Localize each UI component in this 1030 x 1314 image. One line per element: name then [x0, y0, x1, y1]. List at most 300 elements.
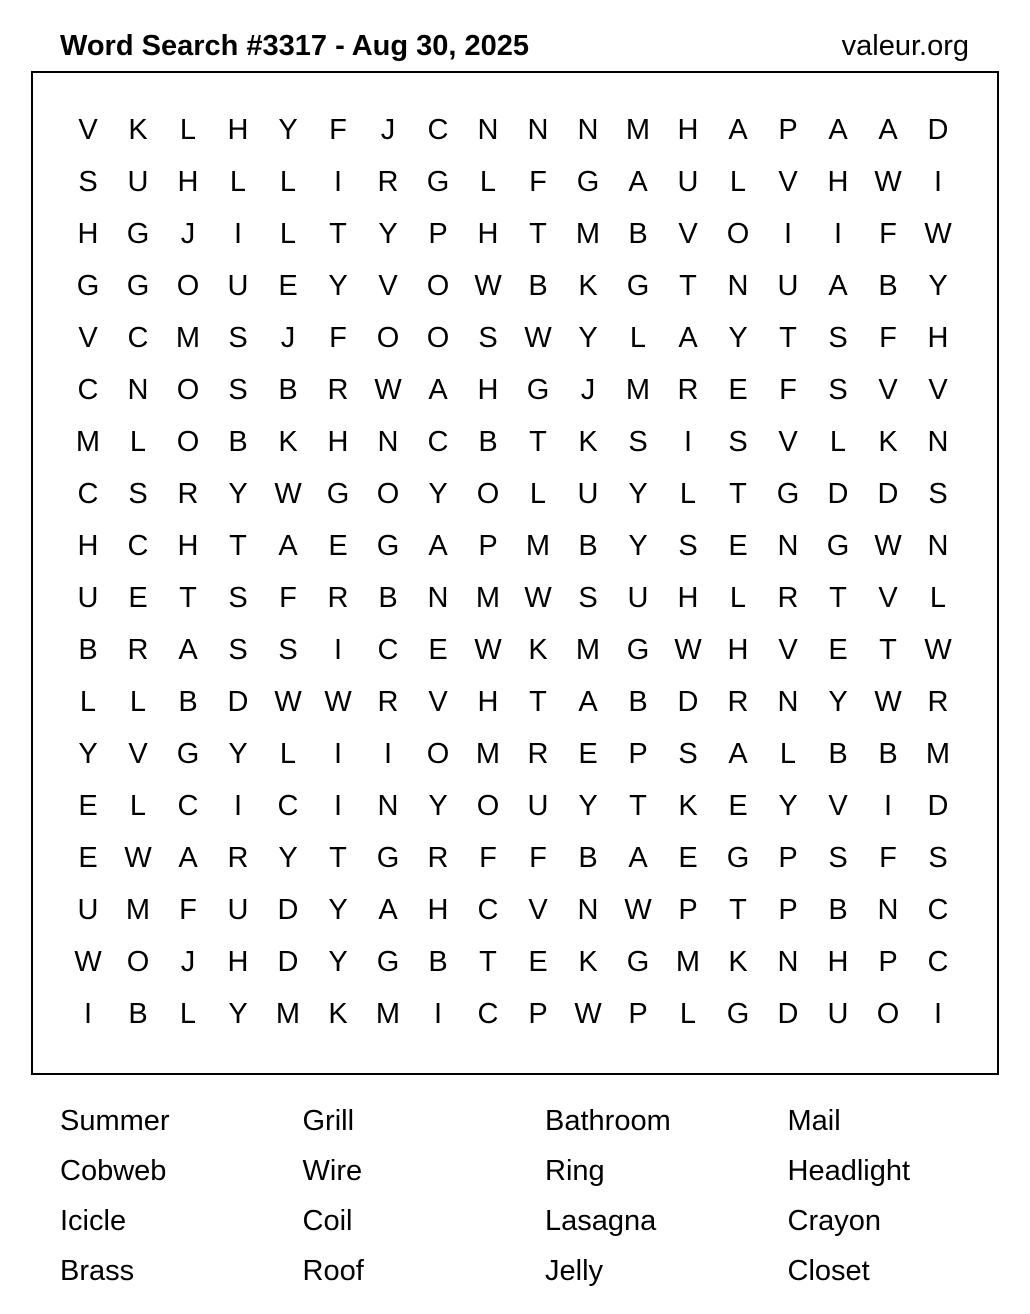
letter-cell[interactable]: P — [678, 893, 698, 926]
letter-cell[interactable]: H — [477, 685, 499, 718]
letter-cell[interactable]: L — [129, 425, 147, 458]
letter-cell[interactable]: A — [178, 633, 198, 666]
letter-cell[interactable]: W — [874, 685, 902, 718]
letter-cell[interactable]: Y — [328, 269, 348, 302]
letter-cell[interactable]: C — [927, 945, 949, 978]
letter-cell[interactable]: A — [628, 841, 648, 874]
letter-cell[interactable]: L — [929, 581, 947, 614]
letter-cell[interactable]: O — [876, 997, 900, 1030]
letter-cell[interactable]: M — [375, 997, 401, 1030]
letter-cell[interactable]: O — [476, 477, 500, 510]
letter-cell[interactable]: R — [677, 373, 699, 406]
letter-cell[interactable]: M — [625, 113, 651, 146]
letter-cell[interactable]: Y — [578, 321, 598, 354]
letter-cell[interactable]: Y — [78, 737, 98, 770]
letter-cell[interactable]: E — [278, 269, 298, 302]
letter-cell[interactable]: E — [328, 529, 348, 562]
letter-cell[interactable]: B — [78, 633, 98, 666]
letter-cell[interactable]: F — [329, 113, 347, 146]
letter-cell[interactable]: I — [883, 789, 893, 822]
letter-cell[interactable]: I — [683, 425, 693, 458]
letter-cell[interactable]: V — [878, 373, 898, 406]
letter-cell[interactable]: D — [277, 945, 299, 978]
letter-cell[interactable]: O — [176, 373, 200, 406]
letter-cell[interactable]: N — [127, 373, 149, 406]
letter-cell[interactable]: D — [877, 477, 899, 510]
letter-cell[interactable]: B — [578, 529, 598, 562]
letter-cell[interactable]: T — [829, 581, 847, 614]
letter-cell[interactable]: O — [426, 269, 450, 302]
letter-cell[interactable]: B — [828, 893, 848, 926]
letter-cell[interactable]: N — [377, 425, 399, 458]
letter-cell[interactable]: Y — [828, 685, 848, 718]
letter-cell[interactable]: S — [478, 321, 498, 354]
letter-cell[interactable]: D — [827, 477, 849, 510]
letter-cell[interactable]: E — [728, 789, 748, 822]
letter-cell[interactable]: E — [828, 633, 848, 666]
letter-cell[interactable]: V — [78, 113, 98, 146]
letter-cell[interactable]: L — [179, 997, 197, 1030]
letter-cell[interactable]: H — [77, 529, 99, 562]
letter-cell[interactable]: C — [927, 893, 949, 926]
letter-cell[interactable]: W — [874, 529, 902, 562]
letter-cell[interactable]: Y — [378, 217, 398, 250]
letter-cell[interactable]: H — [177, 529, 199, 562]
letter-cell[interactable]: V — [928, 373, 948, 406]
letter-cell[interactable]: Y — [228, 737, 248, 770]
letter-cell[interactable]: G — [626, 633, 650, 666]
letter-cell[interactable]: P — [528, 997, 548, 1030]
letter-cell[interactable]: T — [329, 217, 347, 250]
letter-cell[interactable]: S — [628, 425, 648, 458]
letter-cell[interactable]: M — [75, 425, 101, 458]
letter-cell[interactable]: C — [427, 425, 449, 458]
letter-cell[interactable]: H — [227, 113, 249, 146]
letter-cell[interactable]: K — [578, 945, 598, 978]
letter-cell[interactable]: F — [779, 373, 797, 406]
letter-cell[interactable]: S — [128, 477, 148, 510]
letter-cell[interactable]: D — [277, 893, 299, 926]
letter-cell[interactable]: J — [380, 113, 396, 146]
letter-cell[interactable]: K — [528, 633, 548, 666]
letter-cell[interactable]: Y — [628, 477, 648, 510]
letter-cell[interactable]: N — [777, 685, 799, 718]
letter-cell[interactable]: A — [428, 373, 448, 406]
letter-cell[interactable]: I — [833, 217, 843, 250]
letter-cell[interactable]: U — [827, 997, 849, 1030]
letter-cell[interactable]: I — [83, 997, 93, 1030]
letter-cell[interactable]: G — [176, 737, 200, 770]
letter-cell[interactable]: W — [274, 477, 302, 510]
letter-cell[interactable]: G — [826, 529, 850, 562]
letter-cell[interactable]: I — [333, 789, 343, 822]
letter-cell[interactable]: B — [628, 217, 648, 250]
letter-cell[interactable]: B — [628, 685, 648, 718]
letter-cell[interactable]: W — [74, 945, 102, 978]
letter-cell[interactable]: V — [778, 633, 798, 666]
letter-cell[interactable]: L — [229, 165, 247, 198]
letter-cell[interactable]: W — [574, 997, 602, 1030]
letter-cell[interactable]: J — [180, 945, 196, 978]
letter-cell[interactable]: N — [427, 581, 449, 614]
letter-cell[interactable]: U — [777, 269, 799, 302]
letter-cell[interactable]: L — [779, 737, 797, 770]
letter-cell[interactable]: R — [377, 165, 399, 198]
letter-cell[interactable]: E — [78, 841, 98, 874]
letter-cell[interactable]: D — [927, 789, 949, 822]
letter-cell[interactable]: H — [177, 165, 199, 198]
letter-cell[interactable]: H — [927, 321, 949, 354]
letter-cell[interactable]: U — [77, 581, 99, 614]
letter-cell[interactable]: V — [778, 425, 798, 458]
letter-cell[interactable]: P — [878, 945, 898, 978]
letter-cell[interactable]: G — [726, 841, 750, 874]
letter-cell[interactable]: S — [228, 373, 248, 406]
letter-cell[interactable]: P — [778, 113, 798, 146]
letter-cell[interactable]: T — [179, 581, 197, 614]
letter-cell[interactable]: T — [729, 893, 747, 926]
letter-cell[interactable]: C — [177, 789, 199, 822]
letter-cell[interactable]: K — [578, 269, 598, 302]
letter-cell[interactable]: H — [827, 165, 849, 198]
letter-cell[interactable]: H — [327, 425, 349, 458]
letter-cell[interactable]: A — [628, 165, 648, 198]
letter-cell[interactable]: B — [878, 737, 898, 770]
letter-cell[interactable]: L — [279, 165, 297, 198]
letter-cell[interactable]: I — [383, 737, 393, 770]
letter-cell[interactable]: U — [77, 893, 99, 926]
letter-cell[interactable]: I — [333, 633, 343, 666]
letter-cell[interactable]: W — [624, 893, 652, 926]
letter-cell[interactable]: M — [575, 633, 601, 666]
letter-cell[interactable]: P — [428, 217, 448, 250]
letter-cell[interactable]: G — [726, 997, 750, 1030]
letter-cell[interactable]: S — [828, 373, 848, 406]
letter-cell[interactable]: R — [527, 737, 549, 770]
letter-cell[interactable]: R — [927, 685, 949, 718]
letter-cell[interactable]: H — [677, 113, 699, 146]
letter-cell[interactable]: E — [728, 373, 748, 406]
letter-cell[interactable]: Y — [328, 945, 348, 978]
letter-cell[interactable]: W — [924, 633, 952, 666]
letter-cell[interactable]: E — [428, 633, 448, 666]
letter-cell[interactable]: F — [879, 841, 897, 874]
letter-cell[interactable]: I — [233, 217, 243, 250]
letter-cell[interactable]: G — [326, 477, 350, 510]
letter-cell[interactable]: S — [828, 841, 848, 874]
letter-cell[interactable]: I — [333, 737, 343, 770]
letter-cell[interactable]: N — [927, 529, 949, 562]
letter-cell[interactable]: U — [227, 269, 249, 302]
letter-cell[interactable]: G — [576, 165, 600, 198]
letter-cell[interactable]: H — [477, 373, 499, 406]
letter-cell[interactable]: W — [374, 373, 402, 406]
letter-cell[interactable]: E — [528, 945, 548, 978]
letter-cell[interactable]: H — [827, 945, 849, 978]
letter-cell[interactable]: T — [479, 945, 497, 978]
letter-cell[interactable]: N — [377, 789, 399, 822]
letter-cell[interactable]: W — [674, 633, 702, 666]
letter-cell[interactable]: F — [479, 841, 497, 874]
letter-cell[interactable]: C — [127, 529, 149, 562]
letter-cell[interactable]: E — [78, 789, 98, 822]
letter-cell[interactable]: Y — [278, 113, 298, 146]
letter-cell[interactable]: A — [178, 841, 198, 874]
letter-cell[interactable]: C — [277, 789, 299, 822]
letter-cell[interactable]: L — [829, 425, 847, 458]
letter-cell[interactable]: F — [329, 321, 347, 354]
letter-cell[interactable]: W — [274, 685, 302, 718]
letter-cell[interactable]: B — [478, 425, 498, 458]
letter-cell[interactable]: C — [77, 373, 99, 406]
letter-cell[interactable]: A — [728, 113, 748, 146]
letter-cell[interactable]: C — [377, 633, 399, 666]
letter-cell[interactable]: O — [176, 269, 200, 302]
letter-cell[interactable]: S — [578, 581, 598, 614]
letter-cell[interactable]: U — [677, 165, 699, 198]
letter-cell[interactable]: A — [728, 737, 748, 770]
letter-cell[interactable]: N — [577, 893, 599, 926]
letter-cell[interactable]: G — [376, 945, 400, 978]
letter-cell[interactable]: G — [626, 269, 650, 302]
letter-cell[interactable]: T — [779, 321, 797, 354]
letter-cell[interactable]: P — [778, 893, 798, 926]
letter-cell[interactable]: Y — [228, 477, 248, 510]
letter-cell[interactable]: O — [376, 321, 400, 354]
letter-cell[interactable]: O — [726, 217, 750, 250]
letter-cell[interactable]: H — [227, 945, 249, 978]
letter-cell[interactable]: O — [376, 477, 400, 510]
letter-cell[interactable]: G — [76, 269, 100, 302]
letter-cell[interactable]: G — [126, 269, 150, 302]
letter-cell[interactable]: F — [529, 841, 547, 874]
letter-cell[interactable]: R — [127, 633, 149, 666]
letter-cell[interactable]: B — [278, 373, 298, 406]
letter-cell[interactable]: S — [228, 633, 248, 666]
letter-cell[interactable]: S — [228, 321, 248, 354]
letter-cell[interactable]: L — [479, 165, 497, 198]
letter-cell[interactable]: S — [928, 477, 948, 510]
letter-cell[interactable]: N — [777, 529, 799, 562]
letter-cell[interactable]: B — [128, 997, 148, 1030]
letter-cell[interactable]: N — [877, 893, 899, 926]
letter-cell[interactable]: R — [327, 373, 349, 406]
letter-cell[interactable]: L — [79, 685, 97, 718]
letter-cell[interactable]: V — [678, 217, 698, 250]
letter-cell[interactable]: L — [679, 477, 697, 510]
letter-cell[interactable]: Y — [428, 789, 448, 822]
letter-cell[interactable]: W — [324, 685, 352, 718]
letter-cell[interactable]: W — [474, 269, 502, 302]
letter-cell[interactable]: H — [727, 633, 749, 666]
letter-cell[interactable]: W — [124, 841, 152, 874]
letter-cell[interactable]: G — [376, 841, 400, 874]
letter-cell[interactable]: N — [727, 269, 749, 302]
letter-cell[interactable]: S — [228, 581, 248, 614]
letter-cell[interactable]: M — [525, 529, 551, 562]
letter-cell[interactable]: F — [529, 165, 547, 198]
letter-cell[interactable]: W — [524, 581, 552, 614]
letter-cell[interactable]: Y — [928, 269, 948, 302]
letter-cell[interactable]: I — [933, 165, 943, 198]
letter-cell[interactable]: I — [433, 997, 443, 1030]
letter-cell[interactable]: T — [729, 477, 747, 510]
letter-cell[interactable]: B — [528, 269, 548, 302]
letter-cell[interactable]: O — [126, 945, 150, 978]
letter-cell[interactable]: T — [329, 841, 347, 874]
letter-cell[interactable]: L — [279, 737, 297, 770]
letter-cell[interactable]: K — [128, 113, 148, 146]
letter-cell[interactable]: T — [529, 685, 547, 718]
letter-cell[interactable]: R — [327, 581, 349, 614]
letter-cell[interactable]: M — [625, 373, 651, 406]
letter-cell[interactable]: K — [728, 945, 748, 978]
letter-cell[interactable]: E — [728, 529, 748, 562]
letter-cell[interactable]: Y — [278, 841, 298, 874]
letter-cell[interactable]: L — [279, 217, 297, 250]
letter-cell[interactable]: I — [333, 165, 343, 198]
letter-cell[interactable]: T — [529, 425, 547, 458]
letter-cell[interactable]: O — [476, 789, 500, 822]
letter-cell[interactable]: D — [777, 997, 799, 1030]
letter-cell[interactable]: I — [233, 789, 243, 822]
letter-cell[interactable]: W — [874, 165, 902, 198]
letter-cell[interactable]: K — [328, 997, 348, 1030]
letter-cell[interactable]: D — [927, 113, 949, 146]
letter-cell[interactable]: P — [628, 737, 648, 770]
letter-cell[interactable]: R — [227, 841, 249, 874]
letter-cell[interactable]: C — [477, 893, 499, 926]
letter-cell[interactable]: V — [778, 165, 798, 198]
letter-cell[interactable]: B — [878, 269, 898, 302]
letter-cell[interactable]: L — [129, 685, 147, 718]
letter-cell[interactable]: L — [679, 997, 697, 1030]
letter-cell[interactable]: T — [529, 217, 547, 250]
letter-cell[interactable]: R — [777, 581, 799, 614]
letter-cell[interactable]: B — [228, 425, 248, 458]
letter-cell[interactable]: J — [580, 373, 596, 406]
letter-cell[interactable]: Y — [778, 789, 798, 822]
letter-cell[interactable]: Y — [628, 529, 648, 562]
letter-cell[interactable]: P — [778, 841, 798, 874]
letter-cell[interactable]: J — [280, 321, 296, 354]
letter-cell[interactable]: T — [229, 529, 247, 562]
letter-cell[interactable]: S — [728, 425, 748, 458]
letter-cell[interactable]: B — [428, 945, 448, 978]
letter-cell[interactable]: Y — [228, 997, 248, 1030]
letter-cell[interactable]: A — [578, 685, 598, 718]
letter-cell[interactable]: B — [578, 841, 598, 874]
letter-cell[interactable]: Y — [578, 789, 598, 822]
letter-cell[interactable]: R — [377, 685, 399, 718]
letter-cell[interactable]: A — [828, 269, 848, 302]
letter-cell[interactable]: K — [578, 425, 598, 458]
letter-cell[interactable]: S — [928, 841, 948, 874]
letter-cell[interactable]: A — [878, 113, 898, 146]
letter-cell[interactable]: A — [278, 529, 298, 562]
letter-cell[interactable]: C — [477, 997, 499, 1030]
letter-cell[interactable]: D — [227, 685, 249, 718]
letter-cell[interactable]: T — [679, 269, 697, 302]
letter-cell[interactable]: C — [77, 477, 99, 510]
letter-cell[interactable]: R — [177, 477, 199, 510]
letter-cell[interactable]: T — [879, 633, 897, 666]
letter-cell[interactable]: U — [527, 789, 549, 822]
letter-cell[interactable]: G — [626, 945, 650, 978]
letter-cell[interactable]: E — [678, 841, 698, 874]
letter-cell[interactable]: K — [878, 425, 898, 458]
letter-cell[interactable]: G — [426, 165, 450, 198]
letter-cell[interactable]: L — [729, 581, 747, 614]
letter-cell[interactable]: E — [128, 581, 148, 614]
letter-cell[interactable]: F — [879, 217, 897, 250]
letter-cell[interactable]: L — [729, 165, 747, 198]
letter-cell[interactable]: U — [577, 477, 599, 510]
letter-cell[interactable]: M — [125, 893, 151, 926]
letter-cell[interactable]: B — [828, 737, 848, 770]
letter-cell[interactable]: L — [179, 113, 197, 146]
letter-cell[interactable]: G — [526, 373, 550, 406]
letter-cell[interactable]: V — [828, 789, 848, 822]
letter-cell[interactable]: B — [378, 581, 398, 614]
letter-cell[interactable]: E — [578, 737, 598, 770]
letter-cell[interactable]: O — [176, 425, 200, 458]
letter-cell[interactable]: Y — [328, 893, 348, 926]
letter-cell[interactable]: Y — [728, 321, 748, 354]
letter-cell[interactable]: G — [126, 217, 150, 250]
letter-cell[interactable]: C — [427, 113, 449, 146]
letter-cell[interactable]: M — [675, 945, 701, 978]
letter-cell[interactable]: H — [677, 581, 699, 614]
letter-cell[interactable]: M — [925, 737, 951, 770]
letter-cell[interactable]: S — [278, 633, 298, 666]
letter-cell[interactable]: T — [629, 789, 647, 822]
letter-cell[interactable]: V — [878, 581, 898, 614]
letter-cell[interactable]: N — [477, 113, 499, 146]
letter-cell[interactable]: W — [474, 633, 502, 666]
letter-cell[interactable]: M — [175, 321, 201, 354]
letter-cell[interactable]: L — [529, 477, 547, 510]
letter-cell[interactable]: K — [278, 425, 298, 458]
letter-cell[interactable]: U — [627, 581, 649, 614]
letter-cell[interactable]: A — [378, 893, 398, 926]
letter-cell[interactable]: N — [777, 945, 799, 978]
letter-cell[interactable]: A — [428, 529, 448, 562]
letter-cell[interactable]: V — [528, 893, 548, 926]
letter-cell[interactable]: H — [477, 217, 499, 250]
letter-cell[interactable]: M — [475, 737, 501, 770]
letter-cell[interactable]: C — [127, 321, 149, 354]
letter-cell[interactable]: D — [677, 685, 699, 718]
letter-cell[interactable]: S — [78, 165, 98, 198]
letter-cell[interactable]: M — [475, 581, 501, 614]
letter-cell[interactable]: P — [478, 529, 498, 562]
letter-cell[interactable]: S — [678, 737, 698, 770]
letter-cell[interactable]: O — [426, 737, 450, 770]
letter-cell[interactable]: S — [678, 529, 698, 562]
letter-cell[interactable]: M — [575, 217, 601, 250]
letter-cell[interactable]: V — [428, 685, 448, 718]
letter-cell[interactable]: A — [828, 113, 848, 146]
letter-cell[interactable]: G — [376, 529, 400, 562]
letter-cell[interactable]: N — [527, 113, 549, 146]
letter-cell[interactable]: F — [179, 893, 197, 926]
letter-cell[interactable]: R — [727, 685, 749, 718]
letter-cell[interactable]: Y — [428, 477, 448, 510]
letter-cell[interactable]: P — [628, 997, 648, 1030]
letter-cell[interactable]: B — [178, 685, 198, 718]
letter-cell[interactable]: R — [427, 841, 449, 874]
